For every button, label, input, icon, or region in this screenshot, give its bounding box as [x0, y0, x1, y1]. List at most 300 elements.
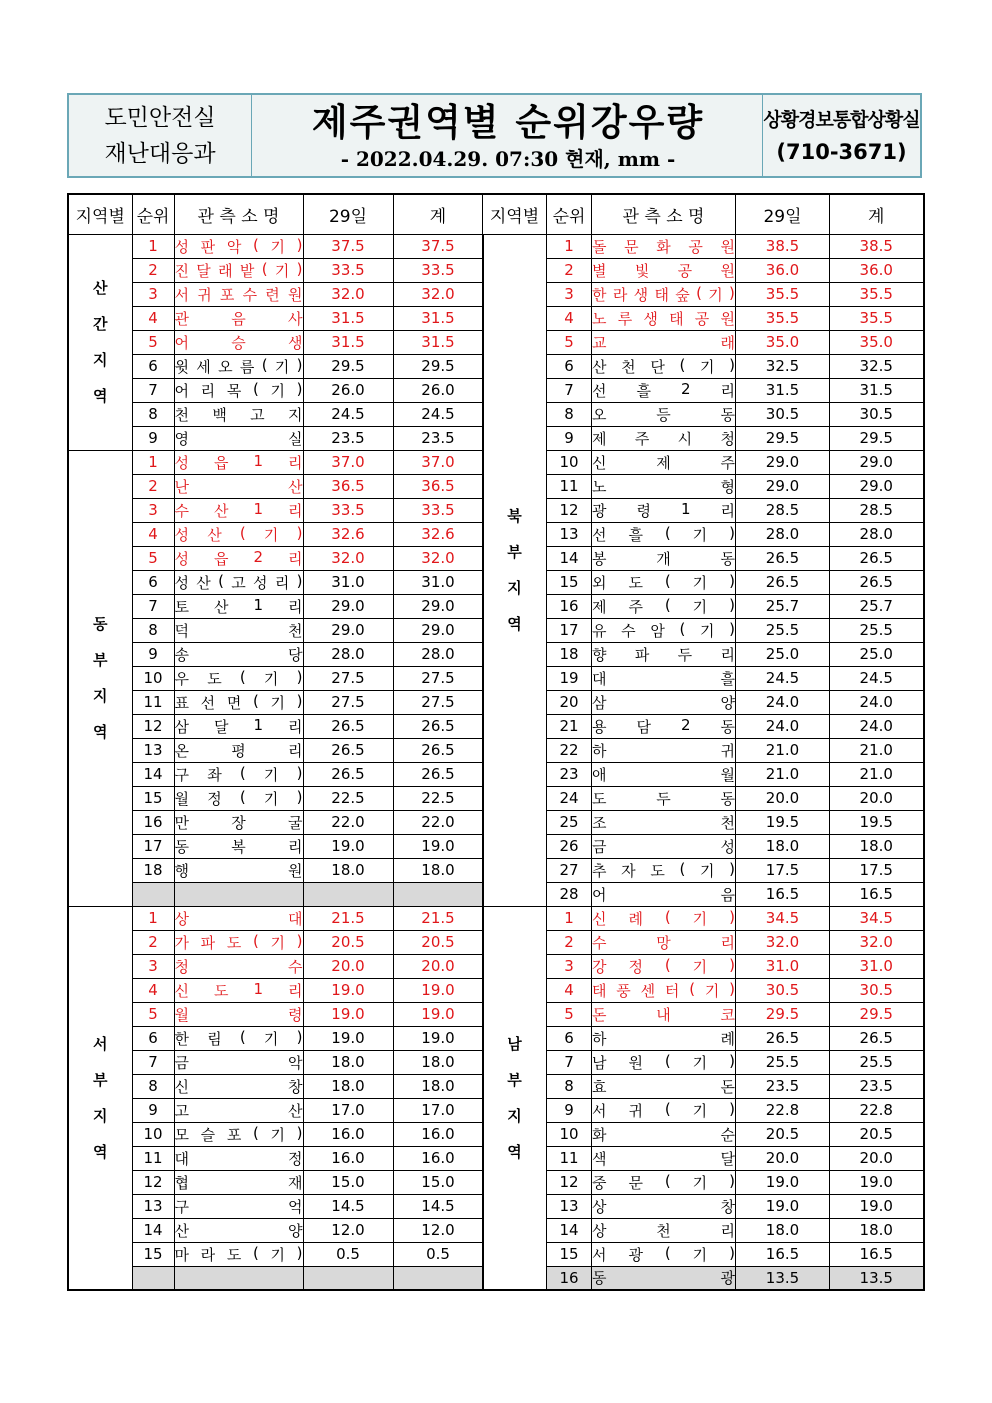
rank-cell: 2	[132, 474, 174, 498]
total-rain-cell: 31.5	[393, 330, 483, 354]
rank-cell: 1	[132, 234, 174, 258]
table-row	[483, 498, 924, 522]
rank-cell: 13	[547, 522, 592, 546]
rank-cell: 10	[547, 450, 592, 474]
table-row	[483, 1194, 924, 1218]
day-rain-cell: 25.0	[736, 642, 830, 666]
total-rain-cell: 19.5	[830, 810, 924, 834]
day-rain-cell: 21.0	[736, 738, 830, 762]
station-cell: 별 빛 공 원	[592, 258, 736, 282]
day-rain-cell: 31.5	[736, 378, 830, 402]
col-region: 지역별	[68, 194, 132, 234]
table-row	[68, 450, 483, 474]
rank-cell: 14	[547, 546, 592, 570]
table-row	[483, 882, 924, 906]
day-rain-cell: 35.5	[736, 282, 830, 306]
station-cell: 조 천	[592, 810, 736, 834]
col-rank: 순위	[132, 194, 174, 234]
col-total: 계	[393, 194, 483, 234]
rank-cell: 1	[547, 234, 592, 258]
rank-cell: 2	[547, 930, 592, 954]
day-rain-cell: 25.5	[736, 618, 830, 642]
station-cell: 성 읍 2 리	[174, 546, 303, 570]
day-rain-cell: 32.0	[303, 282, 393, 306]
rank-cell: 17	[132, 834, 174, 858]
total-rain-cell: 31.0	[830, 954, 924, 978]
total-rain-cell: 19.0	[830, 1194, 924, 1218]
total-rain-cell: 32.5	[830, 354, 924, 378]
table-row	[483, 834, 924, 858]
table-row	[483, 354, 924, 378]
station-cell	[174, 882, 303, 906]
station-cell: 협 재	[174, 1170, 303, 1194]
rainfall-table-right	[482, 193, 925, 1291]
station-cell: 서 귀 ( 기 )	[592, 1098, 736, 1122]
station-cell: 노 형	[592, 474, 736, 498]
station-cell: 애 월	[592, 762, 736, 786]
station-cell: 윗 세 오 름 ( 기 )	[174, 354, 303, 378]
table-row	[483, 1146, 924, 1170]
total-rain-cell: 30.5	[830, 978, 924, 1002]
rank-cell: 16	[547, 1266, 592, 1290]
total-rain-cell: 24.0	[830, 690, 924, 714]
total-rain-cell: 26.5	[830, 1026, 924, 1050]
rank-cell: 3	[132, 498, 174, 522]
day-rain-cell: 31.5	[303, 330, 393, 354]
station-cell: 어 승 생	[174, 330, 303, 354]
region-label: 산 간 지 역	[68, 234, 132, 450]
total-rain-cell: 25.5	[830, 1050, 924, 1074]
day-rain-cell: 30.5	[736, 402, 830, 426]
day-rain-cell: 26.0	[303, 378, 393, 402]
station-cell: 한 림 ( 기 )	[174, 1026, 303, 1050]
day-rain-cell: 30.5	[736, 978, 830, 1002]
station-cell: 제 주 시 청	[592, 426, 736, 450]
station-cell: 교 래	[592, 330, 736, 354]
table-row	[483, 1002, 924, 1026]
day-rain-cell: 33.5	[303, 498, 393, 522]
table-row	[483, 1026, 924, 1050]
table-row	[483, 858, 924, 882]
day-rain-cell: 21.5	[303, 906, 393, 930]
rank-cell: 9	[132, 642, 174, 666]
table-row	[483, 738, 924, 762]
rank-cell: 11	[132, 690, 174, 714]
table-row	[483, 1242, 924, 1266]
office-block	[762, 95, 920, 176]
rank-cell: 26	[547, 834, 592, 858]
day-rain-cell: 0.5	[303, 1242, 393, 1266]
rank-cell: 15	[132, 1242, 174, 1266]
station-cell: 대 흘	[592, 666, 736, 690]
total-rain-cell: 26.5	[393, 762, 483, 786]
day-rain-cell: 15.0	[303, 1170, 393, 1194]
rainfall-table-left	[67, 193, 484, 1291]
station-cell: 오 등 동	[592, 402, 736, 426]
day-rain-cell: 19.5	[736, 810, 830, 834]
rank-cell: 6	[547, 354, 592, 378]
total-rain-cell: 26.0	[393, 378, 483, 402]
day-rain-cell: 38.5	[736, 234, 830, 258]
table-row	[483, 810, 924, 834]
station-cell: 강 정 ( 기 )	[592, 954, 736, 978]
day-rain-cell: 33.5	[303, 258, 393, 282]
rank-cell: 28	[547, 882, 592, 906]
total-rain-cell: 23.5	[393, 426, 483, 450]
day-rain-cell: 24.0	[736, 690, 830, 714]
total-rain-cell: 0.5	[393, 1242, 483, 1266]
rank-cell: 5	[132, 1002, 174, 1026]
day-rain-cell: 28.5	[736, 498, 830, 522]
rank-cell: 12	[132, 714, 174, 738]
day-rain-cell: 29.5	[303, 354, 393, 378]
table-row	[483, 666, 924, 690]
total-rain-cell: 26.5	[393, 738, 483, 762]
total-rain-cell: 21.0	[830, 738, 924, 762]
station-cell: 덕 천	[174, 618, 303, 642]
total-rain-cell: 18.0	[830, 834, 924, 858]
station-cell: 서 귀 포 수 련 원	[174, 282, 303, 306]
total-rain-cell: 16.5	[830, 1242, 924, 1266]
rank-cell: 4	[132, 306, 174, 330]
table-row	[483, 426, 924, 450]
day-rain-cell: 27.5	[303, 666, 393, 690]
total-rain-cell: 32.0	[393, 546, 483, 570]
day-rain-cell: 37.5	[303, 234, 393, 258]
station-cell: 서 광 ( 기 )	[592, 1242, 736, 1266]
day-rain-cell: 18.0	[303, 1050, 393, 1074]
day-rain-cell: 16.0	[303, 1146, 393, 1170]
table-row	[483, 1122, 924, 1146]
day-rain-cell: 18.0	[303, 1074, 393, 1098]
table-row	[68, 906, 483, 930]
rank-cell: 12	[547, 498, 592, 522]
day-rain-cell: 26.5	[736, 546, 830, 570]
rank-cell: 8	[132, 1074, 174, 1098]
day-rain-cell: 26.5	[303, 762, 393, 786]
station-cell: 표 선 면 ( 기 )	[174, 690, 303, 714]
rank-cell: 8	[547, 1074, 592, 1098]
station-cell: 외 도 ( 기 )	[592, 570, 736, 594]
day-rain-cell: 29.0	[303, 594, 393, 618]
day-rain-cell: 37.0	[303, 450, 393, 474]
station-cell: 수 산 1 리	[174, 498, 303, 522]
total-rain-cell: 21.5	[393, 906, 483, 930]
total-rain-cell: 31.0	[393, 570, 483, 594]
station-cell: 대 정	[174, 1146, 303, 1170]
rank-cell: 15	[547, 1242, 592, 1266]
rank-cell: 18	[132, 858, 174, 882]
day-rain-cell: 16.5	[736, 1242, 830, 1266]
station-cell: 월 령	[174, 1002, 303, 1026]
day-rain-cell: 23.5	[303, 426, 393, 450]
rank-cell: 3	[132, 282, 174, 306]
rank-cell: 12	[132, 1170, 174, 1194]
station-cell: 고 산	[174, 1098, 303, 1122]
total-rain-cell: 33.5	[393, 258, 483, 282]
rank-cell: 6	[547, 1026, 592, 1050]
station-cell: 수 망 리	[592, 930, 736, 954]
station-cell: 상 창	[592, 1194, 736, 1218]
total-rain-cell: 20.5	[830, 1122, 924, 1146]
station-cell: 만 장 굴	[174, 810, 303, 834]
table-row	[483, 522, 924, 546]
day-rain-cell: 26.5	[736, 1026, 830, 1050]
day-rain-cell: 29.0	[736, 450, 830, 474]
rank-cell: 4	[547, 978, 592, 1002]
station-cell: 색 달	[592, 1146, 736, 1170]
col-rank: 순위	[547, 194, 592, 234]
rank-cell: 20	[547, 690, 592, 714]
day-rain-cell: 18.0	[303, 858, 393, 882]
table-row	[483, 474, 924, 498]
total-rain-cell: 29.0	[393, 618, 483, 642]
rank-cell: 4	[132, 522, 174, 546]
day-rain-cell: 20.0	[736, 786, 830, 810]
day-rain-cell: 19.0	[736, 1194, 830, 1218]
total-rain-cell: 15.0	[393, 1170, 483, 1194]
day-rain-cell: 18.0	[736, 834, 830, 858]
day-rain-cell: 29.5	[736, 1002, 830, 1026]
rank-cell: 17	[547, 618, 592, 642]
total-rain-cell: 33.5	[393, 498, 483, 522]
day-rain-cell: 22.5	[303, 786, 393, 810]
day-rain-cell: 17.5	[736, 858, 830, 882]
station-cell: 하 귀	[592, 738, 736, 762]
title-block	[251, 95, 765, 176]
rank-cell: 22	[547, 738, 592, 762]
station-cell: 유 수 암 ( 기 )	[592, 618, 736, 642]
station-cell: 관 음 사	[174, 306, 303, 330]
total-rain-cell: 31.5	[393, 306, 483, 330]
total-rain-cell: 16.0	[393, 1146, 483, 1170]
rank-cell: 21	[547, 714, 592, 738]
total-rain-cell: 35.5	[830, 306, 924, 330]
station-cell: 우 도 ( 기 )	[174, 666, 303, 690]
office-phone: (710-3671)	[776, 139, 907, 164]
rank-cell: 6	[132, 354, 174, 378]
station-cell: 청 수	[174, 954, 303, 978]
total-rain-cell: 26.5	[830, 546, 924, 570]
day-rain-cell: 29.0	[303, 618, 393, 642]
rank-cell: 24	[547, 786, 592, 810]
table-row	[483, 594, 924, 618]
day-rain-cell: 16.5	[736, 882, 830, 906]
page-subtitle: - 2022.04.29. 07:30 현재, mm -	[340, 146, 676, 171]
total-rain-cell: 31.5	[830, 378, 924, 402]
rank-cell: 13	[132, 738, 174, 762]
station-cell: 성 판 악 ( 기 )	[174, 234, 303, 258]
rank-cell: 2	[132, 930, 174, 954]
station-cell: 신 제 주	[592, 450, 736, 474]
total-rain-cell: 29.0	[830, 450, 924, 474]
station-cell: 금 성	[592, 834, 736, 858]
station-cell: 상 천 리	[592, 1218, 736, 1242]
rank-cell: 1	[132, 450, 174, 474]
day-rain-cell: 25.7	[736, 594, 830, 618]
table-row	[483, 330, 924, 354]
total-rain-cell: 13.5	[830, 1266, 924, 1290]
table-row	[483, 786, 924, 810]
total-rain-cell: 16.5	[830, 882, 924, 906]
rank-cell: 9	[132, 1098, 174, 1122]
rank-cell: 8	[547, 402, 592, 426]
total-rain-cell: 29.0	[830, 474, 924, 498]
total-rain-cell: 18.0	[393, 1074, 483, 1098]
day-rain-cell: 29.5	[736, 426, 830, 450]
rank-cell: 7	[547, 1050, 592, 1074]
rank-cell: 2	[132, 258, 174, 282]
table-row	[483, 1170, 924, 1194]
rank-cell: 9	[547, 426, 592, 450]
total-rain-cell: 17.0	[393, 1098, 483, 1122]
table-row	[483, 954, 924, 978]
department-line-2: 재난대응과	[104, 140, 216, 167]
total-rain-cell	[393, 882, 483, 906]
rank-cell: 19	[547, 666, 592, 690]
station-cell: 어 음	[592, 882, 736, 906]
day-rain-cell: 31.0	[303, 570, 393, 594]
rank-cell: 6	[132, 1026, 174, 1050]
total-rain-cell: 36.0	[830, 258, 924, 282]
day-rain-cell: 25.5	[736, 1050, 830, 1074]
rank-cell: 14	[132, 1218, 174, 1242]
region-label: 동 부 지 역	[68, 450, 132, 906]
table-row	[483, 978, 924, 1002]
station-cell: 선 흘 2 리	[592, 378, 736, 402]
rank-cell: 1	[547, 906, 592, 930]
table-header-row	[483, 194, 924, 234]
day-rain-cell: 17.0	[303, 1098, 393, 1122]
station-cell: 삼 달 1 리	[174, 714, 303, 738]
total-rain-cell: 25.0	[830, 642, 924, 666]
station-cell: 가 파 도 ( 기 )	[174, 930, 303, 954]
day-rain-cell: 20.5	[303, 930, 393, 954]
day-rain-cell: 32.0	[736, 930, 830, 954]
day-rain-cell: 23.5	[736, 1074, 830, 1098]
table-row	[483, 282, 924, 306]
station-cell: 모 슬 포 ( 기 )	[174, 1122, 303, 1146]
department-block	[69, 95, 252, 176]
office-name: 상황경보통합상황실	[763, 108, 920, 131]
table-row	[483, 378, 924, 402]
rank-cell: 13	[132, 1194, 174, 1218]
station-cell: 토 산 1 리	[174, 594, 303, 618]
total-rain-cell: 37.0	[393, 450, 483, 474]
total-rain-cell: 17.5	[830, 858, 924, 882]
station-cell: 성 산 ( 기 )	[174, 522, 303, 546]
day-rain-cell: 18.0	[736, 1218, 830, 1242]
station-cell: 하 례	[592, 1026, 736, 1050]
table-row	[483, 930, 924, 954]
day-rain-cell: 12.0	[303, 1218, 393, 1242]
rank-cell: 7	[132, 1050, 174, 1074]
station-cell: 송 당	[174, 642, 303, 666]
total-rain-cell: 24.0	[830, 714, 924, 738]
total-rain-cell: 35.5	[830, 282, 924, 306]
rank-cell: 5	[547, 1002, 592, 1026]
station-cell: 삼 양	[592, 690, 736, 714]
station-cell: 중 문 ( 기 )	[592, 1170, 736, 1194]
day-rain-cell: 19.0	[303, 978, 393, 1002]
col-station: 관 측 소 명	[592, 194, 736, 234]
day-rain-cell: 31.0	[736, 954, 830, 978]
total-rain-cell: 28.5	[830, 498, 924, 522]
rank-cell: 16	[547, 594, 592, 618]
rank-cell: 4	[132, 978, 174, 1002]
station-cell: 진 달 래 밭 ( 기 )	[174, 258, 303, 282]
total-rain-cell: 20.0	[830, 1146, 924, 1170]
rank-cell: 2	[547, 258, 592, 282]
total-rain-cell: 27.5	[393, 690, 483, 714]
day-rain-cell: 24.5	[303, 402, 393, 426]
day-rain-cell: 31.5	[303, 306, 393, 330]
table-row	[483, 1266, 924, 1290]
total-rain-cell: 34.5	[830, 906, 924, 930]
total-rain-cell: 38.5	[830, 234, 924, 258]
rank-cell: 18	[547, 642, 592, 666]
station-cell: 구 억	[174, 1194, 303, 1218]
day-rain-cell: 36.0	[736, 258, 830, 282]
station-cell: 선 흘 ( 기 )	[592, 522, 736, 546]
station-cell: 성 읍 1 리	[174, 450, 303, 474]
day-rain-cell: 32.0	[303, 546, 393, 570]
station-cell: 동 광	[592, 1266, 736, 1290]
rank-cell: 11	[132, 1146, 174, 1170]
table-row	[483, 642, 924, 666]
total-rain-cell: 18.0	[393, 858, 483, 882]
rank-cell: 12	[547, 1170, 592, 1194]
day-rain-cell: 29.0	[736, 474, 830, 498]
rank-cell: 14	[547, 1218, 592, 1242]
total-rain-cell: 27.5	[393, 666, 483, 690]
day-rain-cell: 26.5	[303, 738, 393, 762]
table-row	[68, 234, 483, 258]
day-rain-cell: 21.0	[736, 762, 830, 786]
station-cell	[174, 1266, 303, 1290]
day-rain-cell: 20.0	[736, 1146, 830, 1170]
total-rain-cell: 36.5	[393, 474, 483, 498]
total-rain-cell: 26.5	[830, 570, 924, 594]
rank-cell: 11	[547, 1146, 592, 1170]
total-rain-cell: 18.0	[393, 1050, 483, 1074]
total-rain-cell: 19.0	[393, 834, 483, 858]
day-rain-cell	[303, 882, 393, 906]
rank-cell: 10	[132, 666, 174, 690]
total-rain-cell: 32.0	[393, 282, 483, 306]
rank-cell: 3	[547, 954, 592, 978]
total-rain-cell: 20.0	[830, 786, 924, 810]
rank-cell: 23	[547, 762, 592, 786]
day-rain-cell: 35.5	[736, 306, 830, 330]
total-rain-cell: 32.0	[830, 930, 924, 954]
rank-cell: 3	[547, 282, 592, 306]
day-rain-cell: 24.0	[736, 714, 830, 738]
station-cell: 마 라 도 ( 기 )	[174, 1242, 303, 1266]
region-label: 서 부 지 역	[68, 906, 132, 1290]
day-rain-cell: 32.5	[736, 354, 830, 378]
total-rain-cell: 22.0	[393, 810, 483, 834]
total-rain-cell: 25.7	[830, 594, 924, 618]
station-cell: 돈 내 코	[592, 1002, 736, 1026]
total-rain-cell: 19.0	[393, 1002, 483, 1026]
rank-cell: 15	[132, 786, 174, 810]
rank-cell: 7	[132, 378, 174, 402]
table-row	[483, 570, 924, 594]
day-rain-cell: 19.0	[303, 834, 393, 858]
table-row	[483, 714, 924, 738]
total-rain-cell: 29.0	[393, 594, 483, 618]
